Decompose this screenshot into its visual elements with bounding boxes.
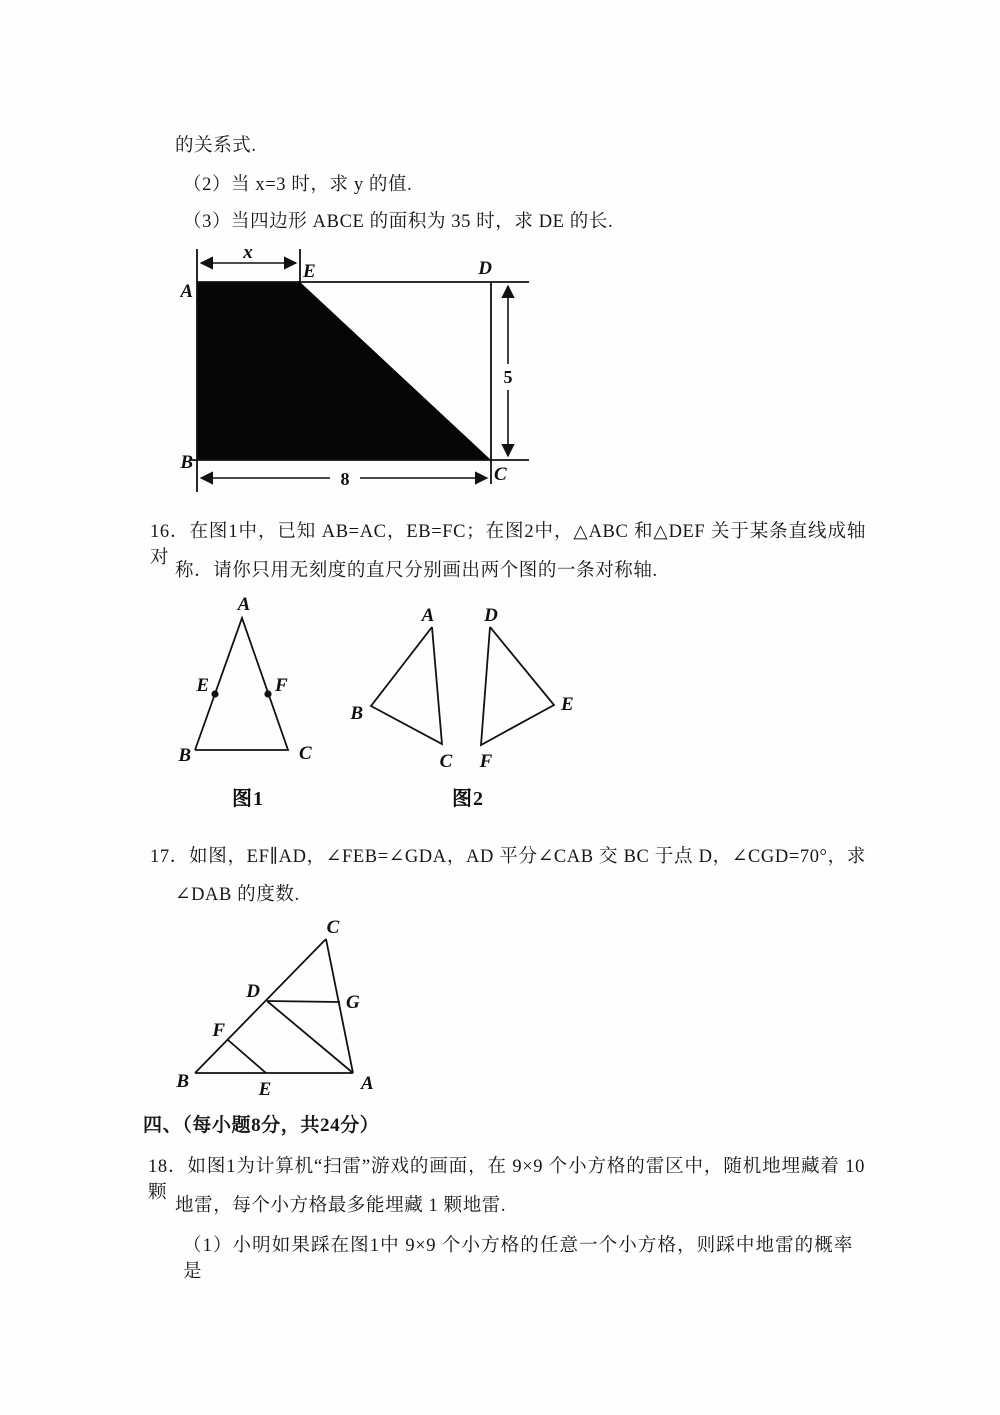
fig17-label-e: E bbox=[258, 1079, 272, 1100]
fig2-label-f: F bbox=[479, 751, 493, 772]
vertex-label-e: E bbox=[303, 261, 316, 282]
fig17-label-f: F bbox=[212, 1020, 225, 1041]
triangle-lines bbox=[195, 939, 353, 1073]
question-17-line-1: 17．如图，EF∥AD，∠FEB=∠GDA，AD 平分∠CAB 交 BC 于点 D，∠CGD=70°，求 bbox=[150, 847, 866, 867]
fig1-label-f: F bbox=[275, 675, 288, 696]
dim-label-5: 5 bbox=[503, 367, 513, 387]
question-18-line-1: 18．如图1为计算机“扫雷”游戏的画面，在 9×9 个小方格的雷区中，随机地埋藏着 10 颗 bbox=[148, 1157, 865, 1203]
fig2-label-c: C bbox=[439, 751, 453, 772]
vertex-label-a: A bbox=[180, 281, 193, 302]
figure-16-symmetry-triangles bbox=[160, 595, 590, 817]
fig1-label-c: C bbox=[299, 743, 312, 764]
figure-17-triangle bbox=[175, 915, 435, 1107]
fig1-label-e: E bbox=[196, 675, 209, 696]
fig2-label-a: A bbox=[421, 605, 435, 626]
vertex-label-c: C bbox=[494, 464, 507, 485]
fig2-label-e: E bbox=[561, 694, 574, 715]
question-16-line-2: 称．请你只用无刻度的直尺分别画出两个图的一条对称轴. bbox=[175, 561, 658, 581]
fig17-label-b: B bbox=[176, 1071, 189, 1092]
fig2-label-d: D bbox=[484, 605, 498, 626]
question-16-line-1: 16．在图1中，已知 AB=AC，EB=FC；在图2中，△ABC 和△DEF 关于某条直线成轴对 bbox=[150, 522, 866, 568]
problem-part2-line: （2）当 x=3 时，求 y 的值. bbox=[183, 175, 413, 195]
fig17-label-a: A bbox=[361, 1073, 374, 1094]
fig2-label-b: B bbox=[350, 703, 363, 724]
fig1-caption: 图1 bbox=[232, 788, 264, 810]
fig1-label-b: B bbox=[178, 745, 191, 766]
vertex-label-d: D bbox=[478, 258, 492, 279]
dim-label-8: 8 bbox=[340, 469, 350, 489]
problem-part3-line: （3）当四边形 ABCE 的面积为 35 时，求 DE 的长. bbox=[183, 212, 614, 232]
figure-trapezoid-abce bbox=[180, 244, 572, 512]
fig17-label-g: G bbox=[346, 992, 360, 1013]
problem-relation-line: 的关系式. bbox=[175, 136, 257, 156]
fig2-caption: 图2 bbox=[452, 788, 484, 810]
fig17-label-d: D bbox=[246, 981, 260, 1002]
trapezoid-shape bbox=[197, 282, 491, 460]
fig17-label-c: C bbox=[326, 917, 340, 938]
question-18-line-2: 地雷，每个小方格最多能埋藏 1 颗地雷. bbox=[175, 1196, 507, 1216]
fig1-label-a: A bbox=[237, 595, 251, 615]
question-18-part-1: （1）小明如果踩在图1中 9×9 个小方格的任意一个小方格，则踩中地雷的概率是 bbox=[183, 1236, 853, 1282]
question-17-line-2: ∠DAB 的度数. bbox=[175, 885, 300, 905]
vertex-label-b: B bbox=[180, 452, 193, 473]
section-4-heading: 四、（每小题8分，共24分） bbox=[143, 1115, 380, 1136]
fig2-triangle-lines bbox=[371, 627, 554, 745]
dim-label-x: x bbox=[243, 244, 253, 263]
